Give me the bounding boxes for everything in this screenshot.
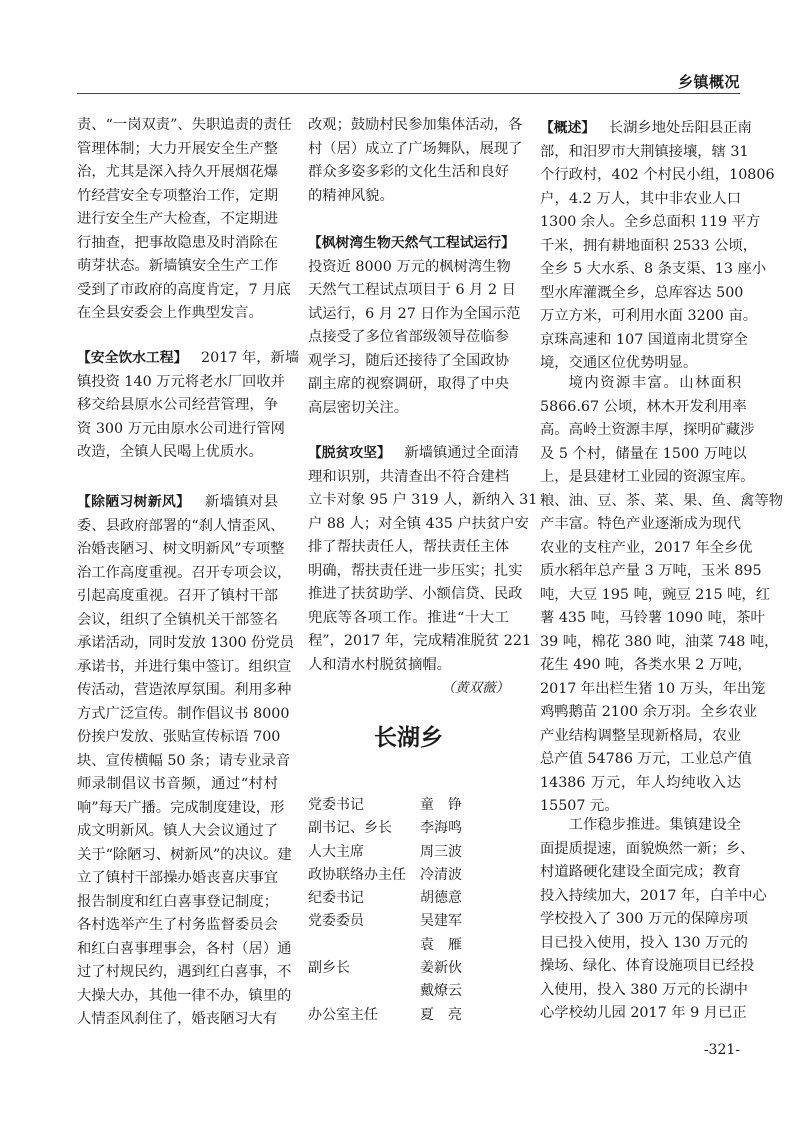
paragraph (77, 491, 295, 1032)
text-line: 总产值 54786 万元，工业总产值 (540, 751, 752, 767)
text-line: 块、宣传横幅 50 条；请专业录音 (77, 752, 291, 769)
text-line: 2017 年出栏生猪 10 万头，年出笼 (540, 680, 766, 697)
text-line: 成文明新风。镇人大会议通过了 (77, 823, 278, 839)
paragraph (540, 117, 775, 376)
text-line: 传活动，营造浓厚氛围。利用多种 (77, 682, 292, 698)
official-role: 政协联络办主任 (308, 866, 406, 883)
official-role: 党委委员 (308, 913, 364, 930)
text-line: 粮、油、豆、茶、菜、果、鱼、禽等物 (540, 492, 784, 509)
text-line (77, 491, 278, 515)
roster-row (308, 934, 509, 957)
text-line: 的精神风貌。 (308, 187, 394, 204)
text-line: 立卡对象 95 户 319 人，新纳入 31 (308, 492, 538, 508)
paragraph (77, 347, 300, 465)
text-line: 万立方米，可利用水面 3200 亩。 (540, 308, 758, 324)
text-line: 师录制倡议书音频，通过“村村 (77, 776, 278, 792)
roster-row (308, 864, 509, 887)
paragraph (77, 114, 292, 326)
running-head-section: 乡镇概况 (677, 73, 740, 91)
officials-roster (308, 794, 509, 1027)
text-line: 1300 余人。全乡总面积 119 平方 (540, 214, 761, 230)
official-name: 李海鸣 (420, 820, 462, 837)
roster-row (308, 910, 509, 933)
text-line: 群众多姿多彩的文化生活和良好 (308, 164, 509, 180)
text-line: 观学习，随后还接待了全国政协 (308, 352, 509, 369)
text-line: 及 5 个村，储量在 1500 万吨以 (540, 445, 747, 462)
text-line: 份挨户发放、张贴宣传标语 700 (77, 729, 281, 745)
text-line: 委、县政府部署的“刹人情歪风、 (77, 517, 285, 534)
roster-row (308, 841, 509, 864)
roster-row (308, 1004, 509, 1027)
official-role: 副乡长 (308, 960, 350, 977)
paragraph (308, 442, 538, 677)
paragraph-heading: 【除陋习树新风】 (77, 494, 191, 510)
text-line: 目已投入使用，投入 130 万元的 (540, 934, 748, 951)
text-line: 产业结构调整呈现新格局，农业 (540, 727, 741, 744)
text-line: 工作稳步推进。集镇建设全 (568, 817, 741, 833)
page-number: -321- (703, 1042, 740, 1058)
text-line: 受到了市政府的高度肯定，7 月底 (77, 281, 291, 298)
text-line: 治婚丧陋习、树文明新风”专项整 (77, 541, 285, 557)
text-line: 心学校幼儿园 2017 年 9 月已正 (540, 1005, 747, 1021)
text-line: 方式广泛宣传。制作倡议书 8000 (77, 705, 290, 722)
official-name: 夏 亮 (420, 1006, 462, 1023)
paragraph-text: 新墙镇通过全面清 (404, 445, 519, 461)
text-line: 治，尤其是深入持久开展烟花爆 (77, 164, 278, 180)
text-line: 移交给县原水公司经营管理，争 (77, 397, 278, 413)
paragraph (540, 814, 767, 1026)
text-line: 京珠高速和 107 国道南北贯穿全 (540, 331, 748, 348)
section-title: 长湖乡 (374, 725, 443, 751)
text-line: 39 吨，棉花 380 吨，油菜 748 吨， (540, 633, 779, 650)
text-line: 各村选举产生了村务监督委员会 (77, 917, 278, 933)
roster-row (308, 887, 509, 910)
text-line: 15507 元。 (540, 798, 619, 814)
text-line: 承诺书，并进行集中签订。组织宣 (77, 658, 292, 675)
official-role: 人大主席 (308, 843, 364, 860)
text-line: 千米，拥有耕地面积 2533 公顷， (540, 237, 758, 254)
text-line (540, 117, 752, 141)
text-line: 投入持续加大，2017 年，白羊中心 (540, 887, 767, 904)
paragraph-heading: 【枫树湾生物天然气工程试运行】 (308, 235, 515, 251)
author-credit: （黄双薇） (441, 680, 509, 696)
official-role: 办公室主任 (308, 1006, 378, 1023)
text-line: 承诺活动，同时发放 1300 份党员 (77, 635, 295, 651)
text-line: 产丰富。特色产业逐渐成为现代 (540, 516, 741, 532)
official-role: 党委书记 (308, 797, 364, 813)
text-line: 质水稻年总产量 3 万吨，玉米 895 (540, 563, 762, 579)
text-line: 高层密切关注。 (308, 399, 409, 416)
text-line: 个行政村，402 个村民小组，10806 (540, 167, 775, 183)
text-line: 14386 万元，年人均纯收入达 (540, 774, 741, 791)
text-line (308, 442, 519, 466)
text-line: 改造，全镇人民喝上优质水。 (77, 444, 263, 460)
text-line: 兜底等各项工作。推进“十大工 (308, 609, 509, 626)
text-line: 户 88 人；对全镇 435 户扶贫户安 (308, 515, 529, 532)
text-line: 人情歪风刹住了，婚丧陋习大有 (77, 1011, 278, 1027)
text-line: 入使用，投入 380 万元的长湖中 (540, 981, 748, 998)
text-line: 副主席的视察调研，取得了中央 (308, 376, 509, 392)
text-line: 点接受了多位省部级领导莅临参 (308, 329, 509, 345)
text-line: 理和识别，共清查出不符合建档 (308, 468, 509, 485)
text-line: 花生 490 吨，各类水果 2 万吨， (540, 657, 752, 673)
official-name: 姜新伙 (420, 960, 462, 977)
text-line: 关于“除陋习、树新风”的决议。建 (77, 846, 292, 863)
text-line: 进行安全生产大检查，不定期进 (77, 211, 278, 227)
official-role: 纪委书记 (308, 890, 364, 907)
paragraph-heading: 【安全饮水工程】 (77, 350, 188, 366)
text-line: 试运行，6 月 27 日作为全国示范 (308, 305, 521, 322)
text-line (77, 347, 300, 371)
official-name: 戴燎云 (420, 983, 462, 1000)
text-line: 管理体制；大力开展安全生产整 (77, 140, 278, 157)
official-name: 吴建军 (420, 913, 462, 930)
official-name: 周三波 (420, 843, 462, 860)
text-line: 程”，2017 年，完成精准脱贫 221 (308, 633, 532, 649)
text-line: 治工作高度重视。召开专项会议， (77, 564, 292, 581)
text-line: 村道路硬化建设全面完成；教育 (540, 864, 741, 880)
roster-row (308, 817, 509, 840)
text-line: 户，4.2 万人，其中非农业人口 (540, 190, 741, 207)
text-line: 吨，大豆 195 吨，豌豆 215 吨，红 (540, 586, 771, 603)
text-line: 投资近 8000 万元的枫树湾生物 (308, 258, 511, 275)
text-line: 改观；鼓励村民参加集体活动，各 (308, 117, 523, 133)
text-line: 全乡 5 大水系、8 条支渠、13 座小 (540, 261, 767, 277)
text-line: 农业的支柱产业，2017 年全乡优 (540, 539, 753, 556)
text-line: 响”每天广播。完成制度建设，形 (77, 799, 285, 816)
roster-row (308, 957, 509, 980)
header-rule (77, 93, 740, 94)
roster-row (308, 794, 509, 817)
text-line: 境，交通区位优势明显。 (540, 355, 698, 371)
text-line: 高。高岭土资源丰厚，探明矿藏涉 (540, 422, 755, 438)
text-line: 村（居）成立了广场舞队，展现了 (308, 140, 523, 157)
text-line: 面提质提速，面貌焕然一新；乡、 (540, 840, 755, 857)
paragraph-heading: 【概述】 (540, 120, 596, 136)
official-name: 胡德意 (420, 890, 462, 907)
text-line: 操场、绿化、体育设施项目已经投 (540, 958, 755, 974)
text-line: 明确，帮扶责任进一步压实；扎实 (308, 562, 523, 579)
text-line: 大操大办，其他一律不办，镇里的 (77, 987, 292, 1004)
paragraph-text: 2017 年，新墙 (201, 350, 300, 366)
official-name: 童 铮 (420, 797, 462, 813)
text-line: 部，和汨罗市大荆镇接壤，辖 31 (540, 143, 749, 160)
text-line: 引起高度重视。召开了镇村干部 (77, 588, 278, 604)
text-line: 天然气工程试点项目于 6 月 2 日 (308, 282, 516, 298)
paragraph-heading: 【脱贫攻坚】 (308, 445, 391, 461)
text-line: 薯 435 吨，马铃薯 1090 吨，茶叶 (540, 610, 765, 626)
paragraph-text: 新墙镇对县 (205, 494, 278, 510)
text-line: 过了村规民约，遇到红白喜事，不 (77, 964, 292, 980)
text-line: 排了帮扶责任人，帮扶责任主体 (308, 539, 509, 555)
text-line: 上，是县建材工业园的资源宝库。 (540, 469, 755, 485)
paragraph-text: 长湖乡地处岳阳县正南 (608, 120, 752, 136)
text-line: 和红白喜事理事会，各村（居）通 (77, 940, 292, 957)
text-line: 鸡鸭鹅苗 2100 余万羽。全乡农业 (540, 704, 758, 720)
text-line: 行抽查，把事故隐患及时消除在 (77, 234, 278, 251)
text-line: 萌芽状态。新墙镇安全生产工作 (77, 258, 278, 274)
text-line: 责、“一岗双责”、失职追责的责任 (77, 117, 292, 133)
roster-row (308, 980, 509, 1003)
paragraph (540, 372, 784, 819)
text-line: 学校投入了 300 万元的保障房项 (540, 911, 748, 927)
text-line: 竹经营安全专项整治工作，定期 (77, 187, 278, 204)
text-line: 境内资源丰富。山林面积 (568, 375, 741, 391)
text-line: 会议，组织了全镇机关干部签名 (77, 611, 278, 628)
text-line: 镇投资 140 万元将老水厂回收并 (77, 373, 285, 390)
paragraph (308, 232, 521, 420)
paragraph (308, 114, 523, 208)
text-line: 人和清水村脱贫摘帽。 (308, 656, 451, 673)
text-line: 5866.67 公顷，林木开发利用率 (540, 398, 747, 415)
text-line: 在全县安委会上作典型发言。 (77, 305, 263, 321)
text-line: 立了镇村干部操办婚丧喜庆事宜 (77, 870, 278, 886)
text-line: 推进了扶贫助学、小额信贷、民政 (308, 586, 523, 602)
official-name: 袁 雁 (420, 936, 462, 953)
text-line: 资 300 万元由原水公司进行管网 (77, 420, 285, 437)
text-line: 报告制度和红白喜事登记制度； (77, 893, 278, 910)
text-line: 型水库灌溉全乡，总库容达 500 (540, 284, 744, 301)
official-role: 副书记、乡长 (308, 820, 392, 837)
official-name: 冷清波 (420, 866, 462, 883)
